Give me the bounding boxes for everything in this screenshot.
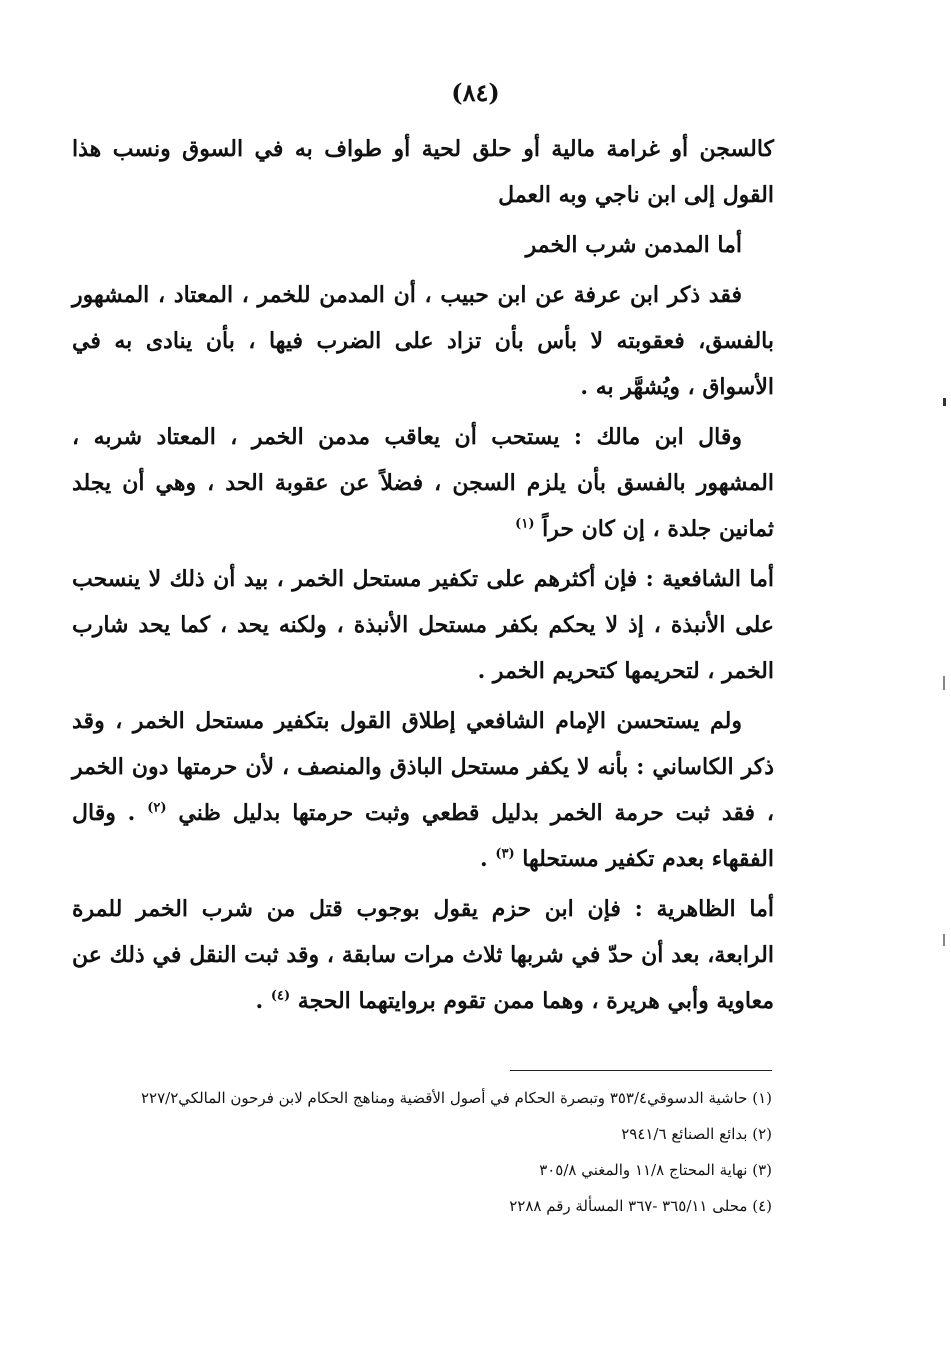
paragraph-3 (72, 272, 774, 410)
footnote-divider (510, 1070, 772, 1071)
scan-edge-mark (943, 676, 945, 690)
footnote-ref-3[interactable]: (٣) (495, 846, 515, 862)
footnote-4: (٤) محلى ٣٦٥/١١ -٣٦٧ المسألة رقم ٢٢٨٨ (509, 1197, 772, 1215)
scan-edge-mark (943, 398, 946, 406)
paragraph-text: ولم يستحسن الإمام الشافعي إطلاق القول بتكفير مستحل الخمر ، وقد ذكر الكاساني : بأنه لا يكفر مستحل الباذق والمنصف ، لأن حرمتها دون الخمر ، فقد ثبت حرمة الخمر بدليل قطعي وثبت حرمتها بدليل ظني (72, 708, 775, 826)
heading-text: أما المدمن شرب الخمر (525, 232, 742, 258)
footnote-3: (٣) نهاية المحتاج ١١/٨ والمغني ٣٠٥/٨ (539, 1161, 772, 1179)
paragraph-text: أما الشافعية : فإن أكثرهم على تكفير مستحل الخمر ، بيد أن ذلك لا ينسحب على الأنبذة ، إذ لا يحكم بكفر مستحل الأنبذة ، ولكنه يحد ، كما يحد شارب الخمر ، لتحريمها كتحريم الخمر . (72, 566, 774, 684)
paragraph-7 (72, 886, 774, 1024)
paragraph-end-mark: . (479, 846, 488, 872)
paragraph-4 (72, 414, 774, 552)
section-heading-addict (72, 222, 774, 268)
paragraph-text: أما الظاهرية : فإن ابن حزم يقول بوجوب قتل من شرب الخمر للمرة الرابعة، بعد أن حدّ في شربها ثلاث مرات سابقة ، وقد ثبت النقل في ذلك عن معاوية وأبي هريرة ، وهما ممن تقوم بروايتهما الحجة (72, 896, 774, 1014)
scan-edge-mark (943, 934, 945, 946)
footnote-2: (٢) بدائع الصنائع ٢٩٤١/٦ (621, 1125, 772, 1143)
paragraph-text: فقد ذكر ابن عرفة عن ابن حبيب ، أن المدمن للخمر ، المعتاد ، المشهور بالفسق، فعقوبته لا بأس بأن تزاد على الضرب فيها ، بأن ينادى به في الأسواق ، ويُشهَّر به . (72, 282, 774, 400)
body-text (72, 126, 774, 1028)
footnotes (90, 1080, 772, 1224)
footnote-ref-2[interactable]: (٢) (147, 800, 167, 816)
page-number: (٨٤) (451, 78, 500, 107)
paragraph-end-mark: . (255, 988, 264, 1014)
footnote-ref-4[interactable]: (٤) (270, 988, 291, 1004)
paragraph-5 (72, 556, 774, 694)
paragraph-6 (72, 698, 774, 882)
footnote-ref-1[interactable]: (١) (515, 516, 535, 532)
paragraph-1 (72, 126, 774, 218)
paragraph-text: وقال ابن مالك : يستحب أن يعاقب مدمن الخمر ، المعتاد شربه ، المشهور بالفسق بأن يلزم السجن ، فضلاً عن عقوبة الحد ، وهي أن يجلد ثمانين جلدة ، إن كان حراً (72, 424, 774, 542)
paragraph-text-continued: . وقال الفقهاء بعدم تكفير مستحلها (72, 800, 774, 872)
footnote-1: (١) حاشية الدسوقي٣٥٣/٤ وتبصرة الحكام في أصول الأقضية ومناهج الحكام لابن فرحون المالكي٢٢٧/٢ (141, 1089, 772, 1107)
paragraph-text: كالسجن أو غرامة مالية أو حلق لحية أو طواف به في السوق ونسب هذا القول إلى ابن ناجي وبه العمل (72, 136, 774, 208)
